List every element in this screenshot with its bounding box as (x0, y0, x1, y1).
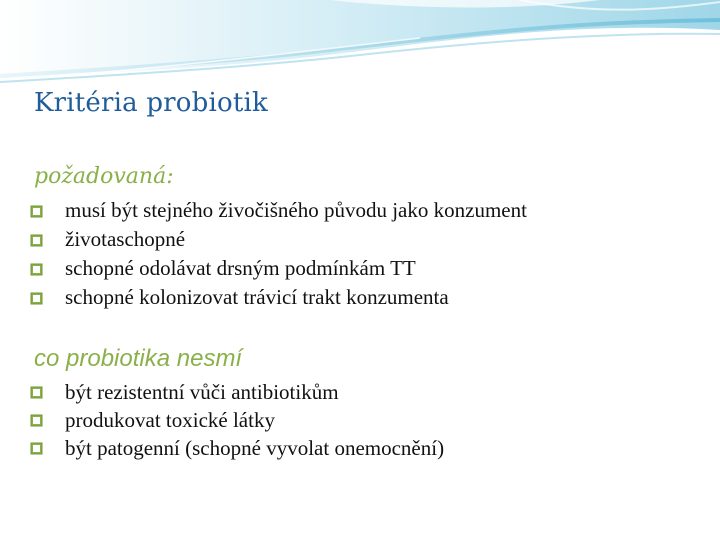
list-item-text: produkovat toxické látky (65, 407, 275, 432)
section-heading-required: požadovaná: (34, 164, 174, 189)
checkbox-bullet-icon (30, 414, 43, 427)
checkbox-bullet-icon (30, 263, 43, 276)
list-item (30, 434, 444, 462)
list-item (30, 225, 527, 254)
list-item (30, 406, 444, 434)
required-criteria-list (30, 196, 527, 312)
list-item (30, 378, 444, 406)
list-item (30, 196, 527, 225)
checkbox-bullet-icon (30, 386, 43, 399)
section-heading-forbidden: co probiotika nesmí (34, 345, 243, 372)
forbidden-criteria-list (30, 378, 444, 462)
checkbox-bullet-icon (30, 205, 43, 218)
checkbox-bullet-icon (30, 234, 43, 247)
list-item-text: být rezistentní vůči antibiotikům (65, 379, 339, 404)
page-title: Kritéria probiotik (34, 88, 268, 118)
list-item (30, 254, 527, 283)
list-item-text: schopné odolávat drsným podmínkám TT (65, 256, 416, 280)
list-item-text: schopné kolonizovat trávicí trakt konzumenta (65, 285, 449, 309)
list-item-text: být patogenní (schopné vyvolat onemocnění) (65, 435, 445, 460)
header-wave-decoration (0, 0, 720, 95)
list-item-text: životaschopné (65, 227, 186, 251)
list-item-text: musí být stejného živočišného původu jako konzument (65, 198, 527, 222)
list-item (30, 283, 527, 312)
checkbox-bullet-icon (30, 292, 43, 305)
checkbox-bullet-icon (30, 442, 43, 455)
